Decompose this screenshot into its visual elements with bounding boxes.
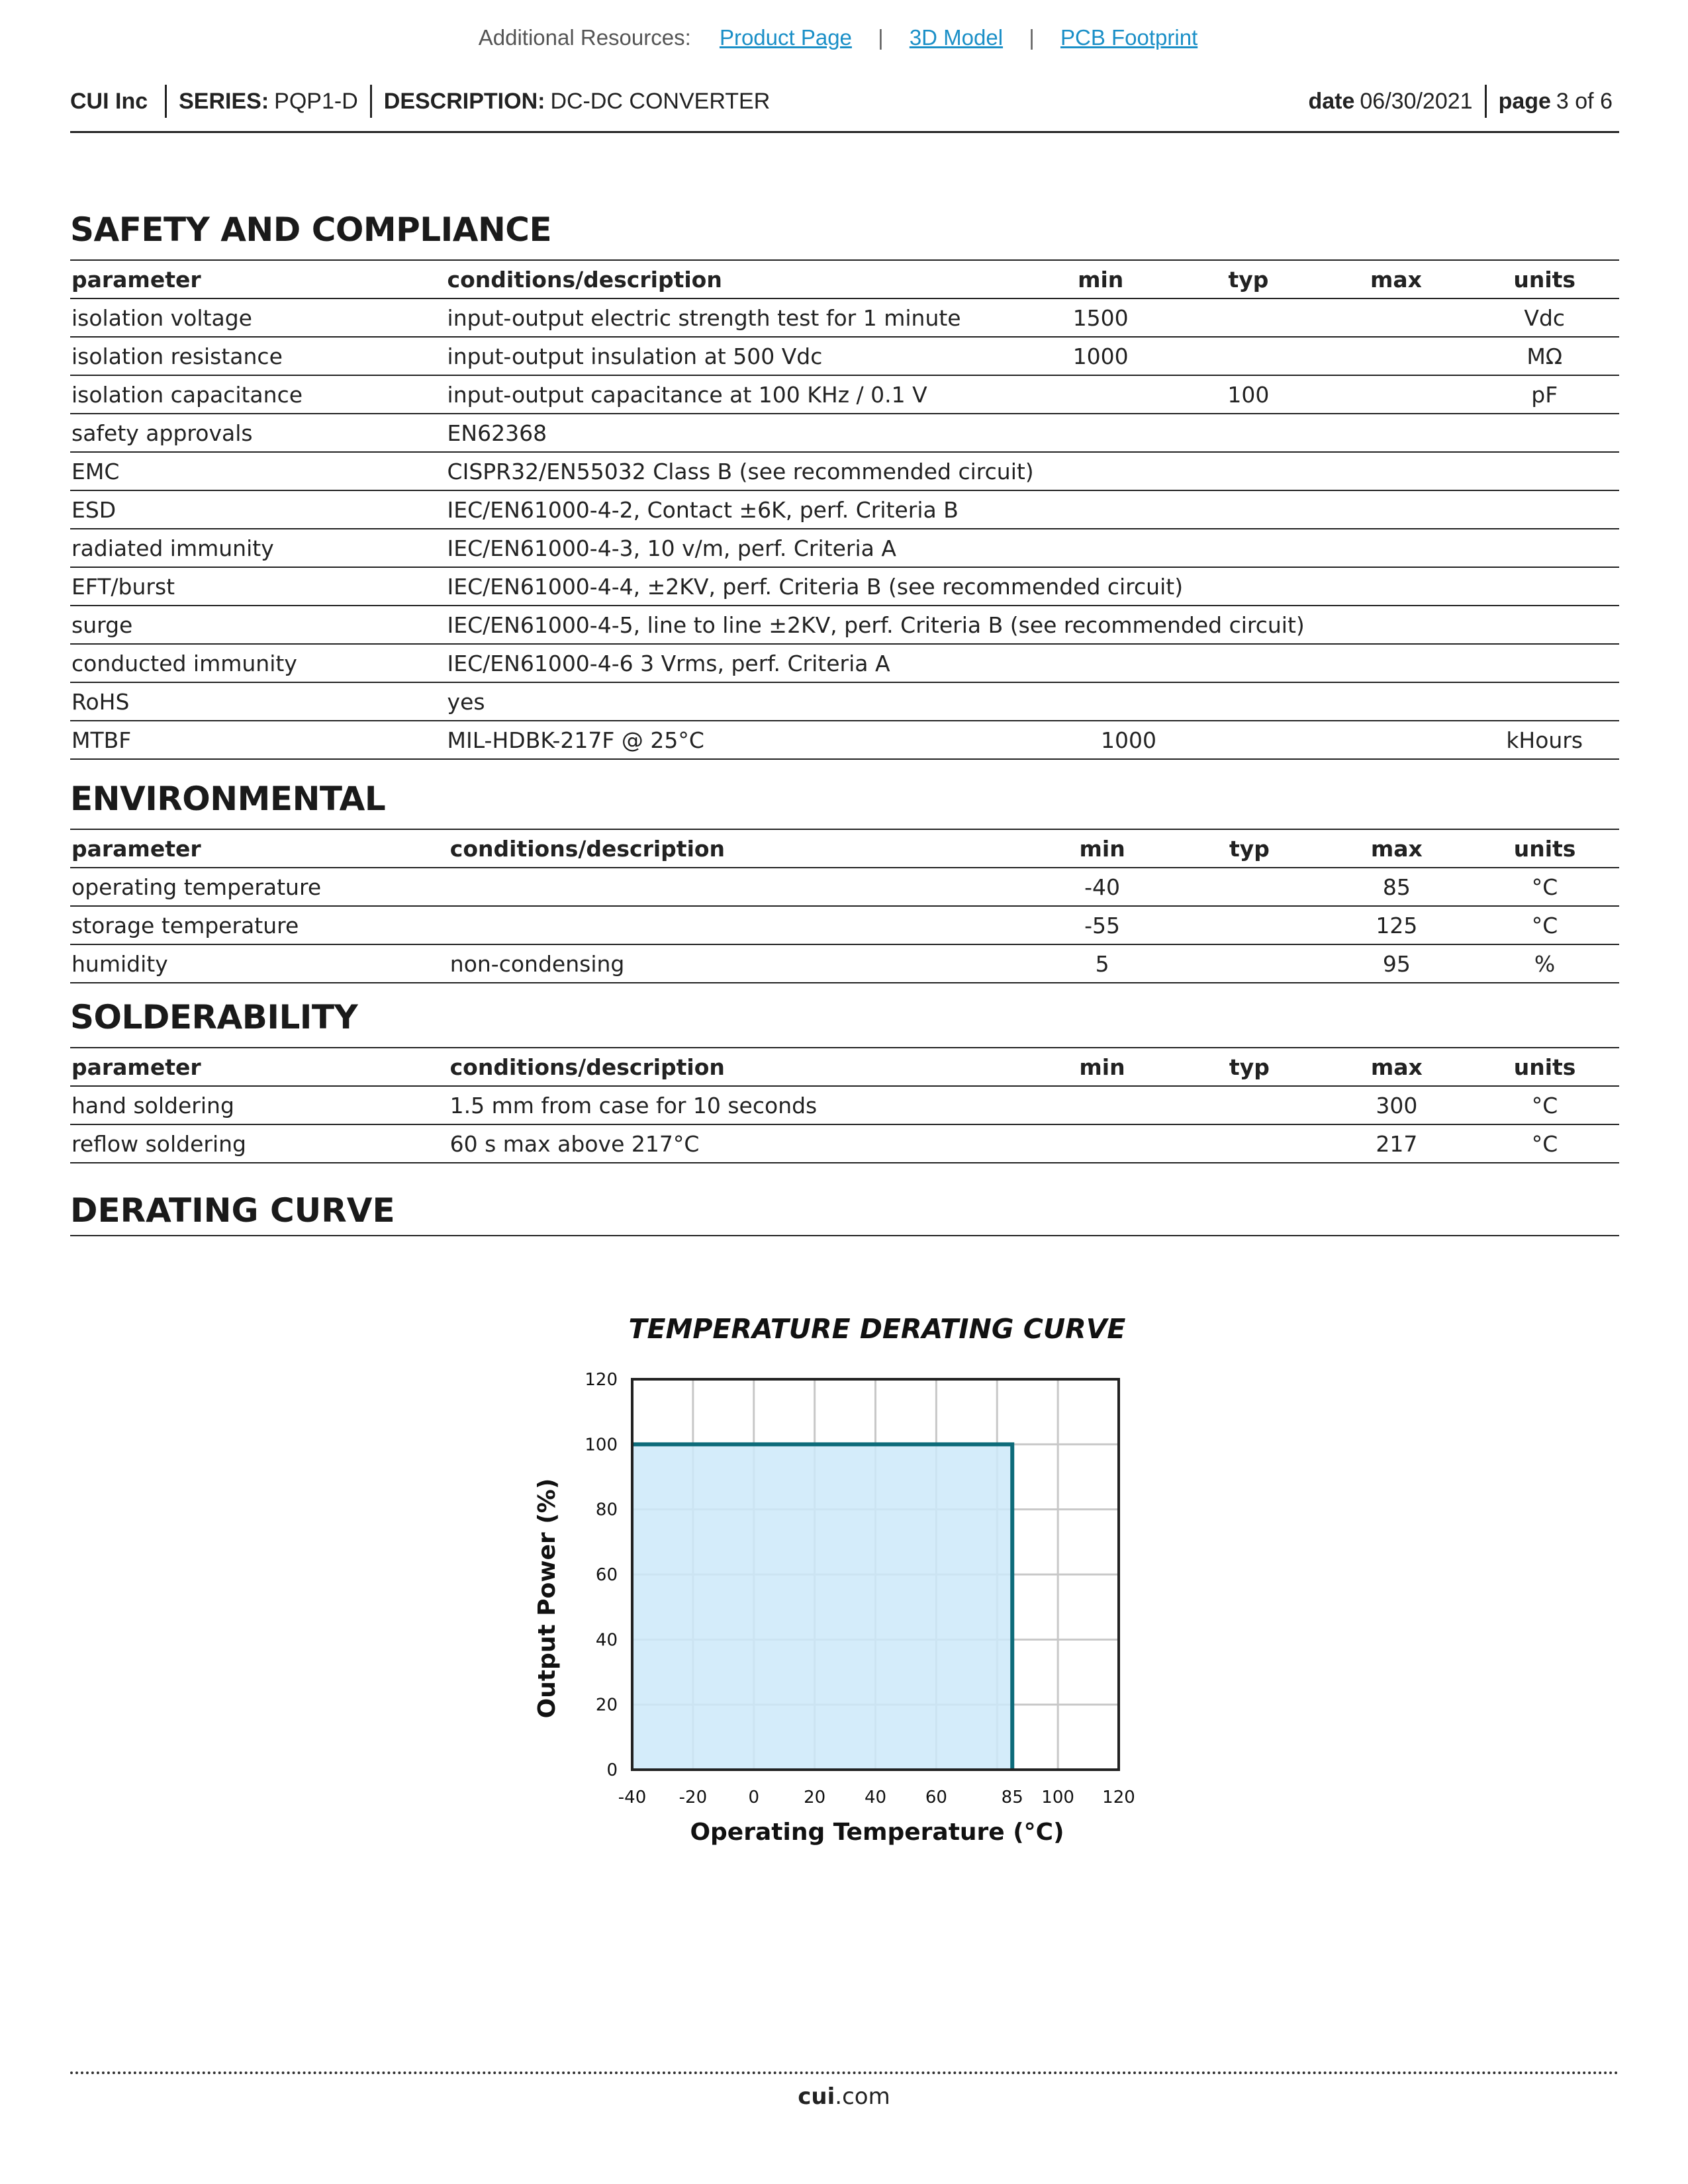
safety-table — [70, 259, 1619, 760]
cell: isolation voltage — [70, 298, 446, 337]
table-row — [70, 944, 1619, 983]
table-row — [70, 606, 1619, 644]
table-row — [70, 337, 1619, 375]
derating-chart — [516, 1310, 1172, 1860]
column-header: units — [1470, 260, 1619, 298]
table-row — [70, 452, 1619, 490]
x-tick-label: 60 — [925, 1788, 947, 1807]
column-header: min — [1029, 829, 1176, 868]
column-header: parameter — [70, 829, 449, 868]
product-page-link[interactable]: Product Page — [719, 25, 852, 50]
cell: 300 — [1323, 1086, 1471, 1124]
cell: EFT/burst — [70, 567, 446, 606]
cell: hand soldering — [70, 1086, 449, 1124]
pcb-footprint-link[interactable]: PCB Footprint — [1060, 25, 1198, 50]
cell — [1174, 298, 1322, 337]
column-header: min — [1029, 1048, 1176, 1086]
column-header: max — [1323, 1048, 1471, 1086]
3d-model-link[interactable]: 3D Model — [909, 25, 1004, 50]
column-header: max — [1323, 829, 1471, 868]
footer-brand: cui — [798, 2083, 835, 2110]
footer — [0, 2083, 1688, 2110]
y-tick-label: 60 — [595, 1565, 618, 1585]
table-header-row — [70, 829, 1619, 868]
cell — [1029, 1086, 1176, 1124]
cell: 1.5 mm from case for 10 seconds — [449, 1086, 1029, 1124]
cell: reflow soldering — [70, 1124, 449, 1163]
cell: storage temperature — [70, 906, 449, 944]
cell: radiated immunity — [70, 529, 446, 567]
y-tick-label: 80 — [595, 1500, 618, 1520]
x-tick-label: -20 — [679, 1788, 708, 1807]
cell: 1000 — [1027, 721, 1322, 759]
table-row — [70, 1124, 1619, 1163]
cell — [1029, 1124, 1176, 1163]
resources-label: Additional Resources: — [478, 25, 691, 50]
column-header: typ — [1176, 1048, 1323, 1086]
divider — [165, 85, 167, 118]
cell — [1176, 1086, 1323, 1124]
column-header: conditions/description — [446, 260, 1027, 298]
cell — [1176, 944, 1323, 983]
column-header: max — [1322, 260, 1470, 298]
cell: conducted immunity — [70, 644, 446, 682]
cell: IEC/EN61000-4-5, line to line ±2KV, perf. Criteria B (see recommended circuit) — [446, 606, 1619, 644]
table-row — [70, 682, 1619, 721]
cell: 217 — [1323, 1124, 1471, 1163]
table-row — [70, 490, 1619, 529]
table-row — [70, 375, 1619, 414]
divider — [1485, 85, 1487, 118]
table-row — [70, 868, 1619, 906]
cell — [1176, 906, 1323, 944]
cell — [1322, 337, 1470, 375]
cell: °C — [1470, 906, 1619, 944]
x-tick-label: 40 — [864, 1788, 887, 1807]
cell: °C — [1470, 1086, 1619, 1124]
chart-title: TEMPERATURE DERATING CURVE — [628, 1313, 1126, 1345]
cell: EN62368 — [446, 414, 1619, 452]
cell: °C — [1470, 868, 1619, 906]
cell: operating temperature — [70, 868, 449, 906]
derating-section-title: DERATING CURVE — [70, 1191, 1619, 1236]
x-tick-label: 20 — [804, 1788, 826, 1807]
cell: surge — [70, 606, 446, 644]
cell — [1322, 375, 1470, 414]
cell — [1174, 337, 1322, 375]
cell: EMC — [70, 452, 446, 490]
cell: kHours — [1470, 721, 1619, 759]
cell: IEC/EN61000-4-3, 10 v/m, perf. Criteria A — [446, 529, 1619, 567]
cell: isolation capacitance — [70, 375, 446, 414]
cell: 125 — [1323, 906, 1471, 944]
x-axis-ticks — [618, 1788, 1135, 1807]
cell: input-output insulation at 500 Vdc — [446, 337, 1027, 375]
description-label: DESCRIPTION: — [383, 88, 545, 114]
separator: | — [878, 25, 884, 50]
table-row — [70, 414, 1619, 452]
environmental-section-title: ENVIRONMENTAL — [70, 780, 386, 818]
cell: RoHS — [70, 682, 446, 721]
cell — [1027, 375, 1174, 414]
cell: % — [1470, 944, 1619, 983]
cell: 100 — [1174, 375, 1322, 414]
column-header: min — [1027, 260, 1174, 298]
cell: non-condensing — [449, 944, 1029, 983]
footer-divider — [70, 2071, 1619, 2074]
y-tick-label: 100 — [585, 1435, 618, 1455]
column-header: parameter — [70, 260, 446, 298]
cell: 1000 — [1027, 337, 1174, 375]
cell: IEC/EN61000-4-4, ±2KV, perf. Criteria B (see recommended circuit) — [446, 567, 1619, 606]
cell: input-output capacitance at 100 KHz / 0.1 V — [446, 375, 1027, 414]
cell: 95 — [1323, 944, 1471, 983]
x-tick-label: 85 — [1001, 1788, 1023, 1807]
solderability-table — [70, 1047, 1619, 1163]
column-header: typ — [1174, 260, 1322, 298]
table-row — [70, 529, 1619, 567]
cell — [1176, 868, 1323, 906]
environmental-table — [70, 829, 1619, 983]
cell: MIL-HDBK-217F @ 25°C — [446, 721, 1027, 759]
column-header: units — [1470, 1048, 1619, 1086]
page-label: page — [1498, 88, 1551, 114]
table-row — [70, 298, 1619, 337]
safety-section-title: SAFETY AND COMPLIANCE — [70, 210, 552, 249]
cell: yes — [446, 682, 1619, 721]
cell: ESD — [70, 490, 446, 529]
cell: input-output electric strength test for 1 minute — [446, 298, 1027, 337]
cell: °C — [1470, 1124, 1619, 1163]
x-tick-label: -40 — [618, 1788, 647, 1807]
cell — [1322, 721, 1470, 759]
y-tick-label: 20 — [595, 1695, 618, 1715]
additional-resources — [0, 25, 1688, 50]
cell — [1322, 298, 1470, 337]
column-header: typ — [1176, 829, 1323, 868]
solderability-section-title: SOLDERABILITY — [70, 998, 358, 1036]
date-value: 06/30/2021 — [1360, 88, 1473, 114]
y-tick-label: 0 — [606, 1760, 618, 1780]
series-value: PQP1-D — [274, 88, 358, 114]
cell — [449, 868, 1029, 906]
x-axis-label: Operating Temperature (°C) — [690, 1819, 1064, 1846]
table-header-row — [70, 1048, 1619, 1086]
cell: 60 s max above 217°C — [449, 1124, 1029, 1163]
table-row — [70, 1086, 1619, 1124]
y-tick-label: 40 — [595, 1630, 618, 1651]
table-row — [70, 906, 1619, 944]
series-label: SERIES: — [179, 88, 269, 114]
cell: -55 — [1029, 906, 1176, 944]
date-label: date — [1308, 88, 1355, 114]
table-row — [70, 567, 1619, 606]
cell: 85 — [1323, 868, 1471, 906]
table-row — [70, 644, 1619, 682]
divider — [370, 85, 372, 118]
x-tick-label: 100 — [1041, 1788, 1074, 1807]
cell: CISPR32/EN55032 Class B (see recommended circuit) — [446, 452, 1619, 490]
cell: humidity — [70, 944, 449, 983]
cell: MΩ — [1470, 337, 1619, 375]
cell: IEC/EN61000-4-6 3 Vrms, perf. Criteria A — [446, 644, 1619, 682]
footer-domain: .com — [835, 2083, 890, 2110]
derating-area — [632, 1444, 1012, 1770]
cell: isolation resistance — [70, 337, 446, 375]
column-header: units — [1470, 829, 1619, 868]
page-number: 3 of 6 — [1556, 88, 1613, 114]
cell: IEC/EN61000-4-2, Contact ±6K, perf. Criteria B — [446, 490, 1619, 529]
x-tick-label: 0 — [748, 1788, 760, 1807]
cell: 5 — [1029, 944, 1176, 983]
cell — [449, 906, 1029, 944]
document-header — [70, 85, 1619, 133]
y-axis-label: Output Power (%) — [534, 1478, 561, 1719]
cell: -40 — [1029, 868, 1176, 906]
column-header: parameter — [70, 1048, 449, 1086]
table-header-row — [70, 260, 1619, 298]
y-axis-ticks — [585, 1370, 618, 1780]
description-value: DC-DC CONVERTER — [550, 88, 771, 114]
cell: safety approvals — [70, 414, 446, 452]
cell: pF — [1470, 375, 1619, 414]
cell — [1176, 1124, 1323, 1163]
separator: | — [1029, 25, 1035, 50]
cell: MTBF — [70, 721, 446, 759]
table-row — [70, 721, 1619, 759]
y-tick-label: 120 — [585, 1370, 618, 1390]
column-header: conditions/description — [449, 829, 1029, 868]
cell: Vdc — [1470, 298, 1619, 337]
company-name: CUI Inc — [70, 88, 148, 114]
cell: 1500 — [1027, 298, 1174, 337]
x-tick-label: 120 — [1102, 1788, 1135, 1807]
column-header: conditions/description — [449, 1048, 1029, 1086]
